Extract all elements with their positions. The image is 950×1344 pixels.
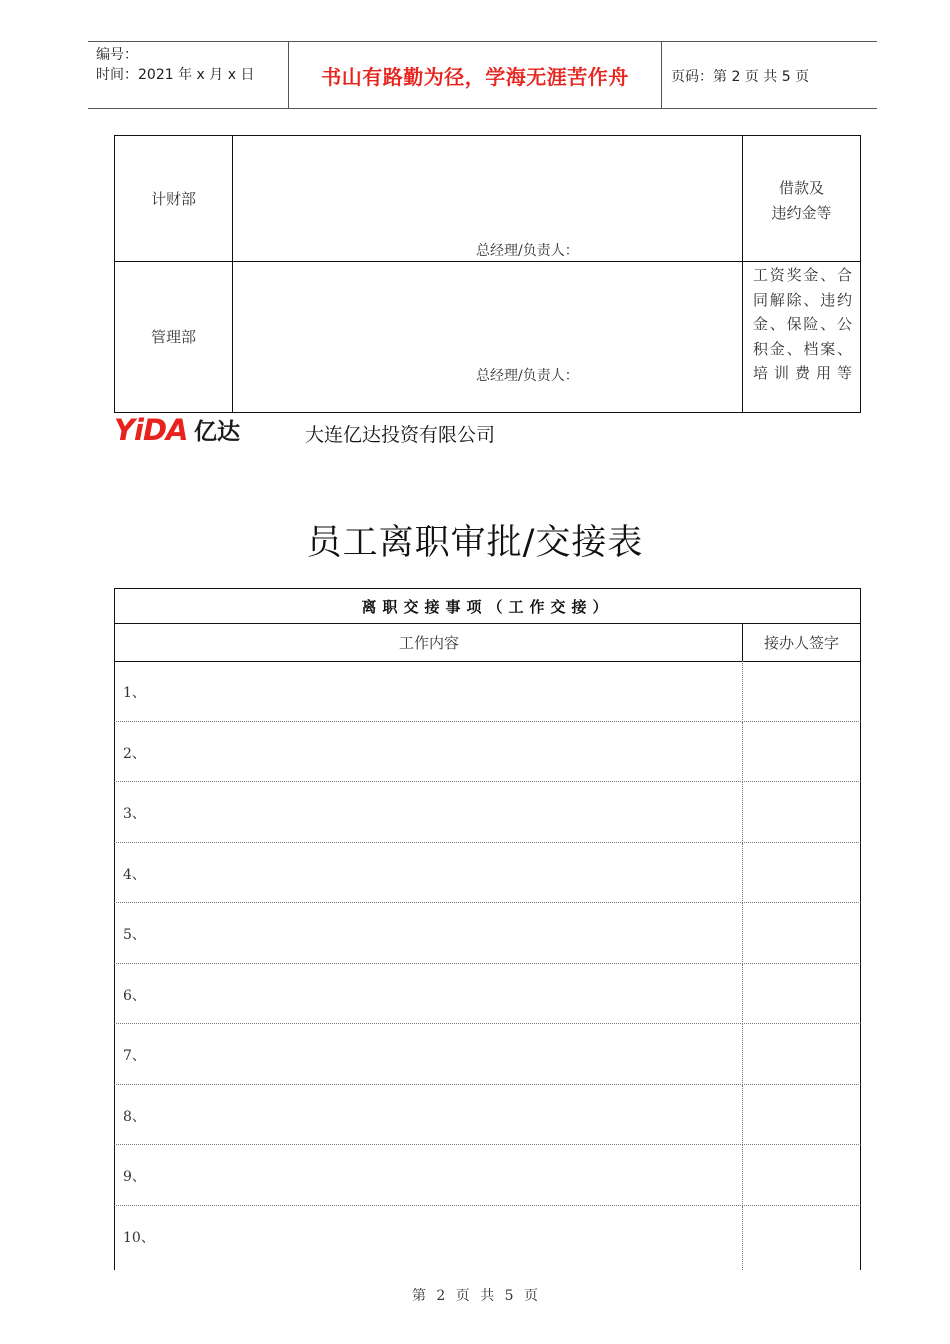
work-content-cell[interactable] [114, 661, 743, 722]
work-content-cell[interactable] [114, 722, 743, 783]
row-number: 9、 [123, 1169, 146, 1185]
dept-label: 管理部 [150, 328, 196, 346]
row-number: 8、 [123, 1108, 146, 1125]
signature-cell[interactable] [742, 661, 861, 722]
approval-sign-area-finance[interactable] [232, 135, 743, 262]
work-content-cell[interactable] [114, 964, 743, 1025]
signature-cell[interactable] [742, 903, 861, 964]
signature-cell[interactable] [742, 722, 861, 783]
form-title: 员工离职审批/交接表 [306, 523, 644, 563]
header-divider-right [661, 42, 662, 108]
header-motto: 书山有路勤为径，学海无涯苦作舟 [321, 64, 629, 89]
signature-cell[interactable] [742, 1085, 861, 1146]
row-number: 2、 [123, 745, 146, 762]
work-content-cell[interactable] [114, 1085, 743, 1146]
approval-note-management [742, 261, 861, 413]
signature-label: 总经理/负责人： [476, 368, 579, 384]
work-content-cell[interactable] [114, 1024, 743, 1085]
signature-cell[interactable] [742, 782, 861, 843]
work-content-cell[interactable] [114, 843, 743, 904]
approval-dept-finance [114, 135, 233, 262]
row-number: 6、 [123, 987, 146, 1004]
note-text: 工资奖金、合同解除、违约金、保险、公积金、档案、培训费用等 [753, 266, 852, 382]
approval-note-finance [742, 135, 861, 262]
column-header-sign [742, 623, 861, 662]
logo-chinese-text: 亿达 [194, 419, 240, 445]
work-content-cell[interactable] [114, 903, 743, 964]
signature-cell[interactable] [742, 964, 861, 1025]
row-number: 7、 [123, 1048, 146, 1064]
header-page-info: 页码：第 2 页 共 5 页 [671, 69, 810, 85]
document-date: 时间：2021 年 x 月 x 日 [96, 67, 255, 83]
row-number: 3、 [123, 806, 146, 822]
logo-latin-text: YiDA [114, 413, 188, 446]
header-bottom-rule [88, 108, 877, 109]
approval-dept-management [114, 261, 233, 413]
yida-logo-icon [114, 412, 240, 446]
approval-sign-area-management[interactable] [232, 261, 743, 413]
row-number: 4、 [123, 866, 146, 883]
note-text: 借款及 违约金等 [771, 179, 832, 222]
signature-cell[interactable] [742, 1145, 861, 1206]
section-title: 离职交接事项（工作交接） [361, 597, 614, 616]
document-number-label: 编号： [96, 47, 138, 63]
column-header-content [114, 623, 743, 662]
row-number: 1、 [123, 685, 146, 701]
work-content-cell[interactable] [114, 782, 743, 843]
row-number: 5、 [123, 927, 146, 943]
page-footer: 第 2 页 共 5 页 [411, 1288, 539, 1304]
company-name: 大连亿达投资有限公司 [305, 424, 496, 446]
column-header-label: 工作内容 [398, 633, 459, 652]
row-number: 10、 [123, 1229, 155, 1246]
work-content-cell[interactable] [114, 1145, 743, 1206]
dept-label: 计财部 [150, 190, 196, 208]
handover-section-header [114, 588, 861, 624]
signature-cell[interactable] [742, 1024, 861, 1085]
signature-cell[interactable] [742, 1206, 861, 1271]
work-content-cell[interactable] [114, 1206, 743, 1271]
signature-cell[interactable] [742, 843, 861, 904]
company-logo [114, 412, 240, 446]
column-header-label: 接办人签字 [763, 633, 839, 652]
signature-label: 总经理/负责人： [476, 243, 579, 259]
